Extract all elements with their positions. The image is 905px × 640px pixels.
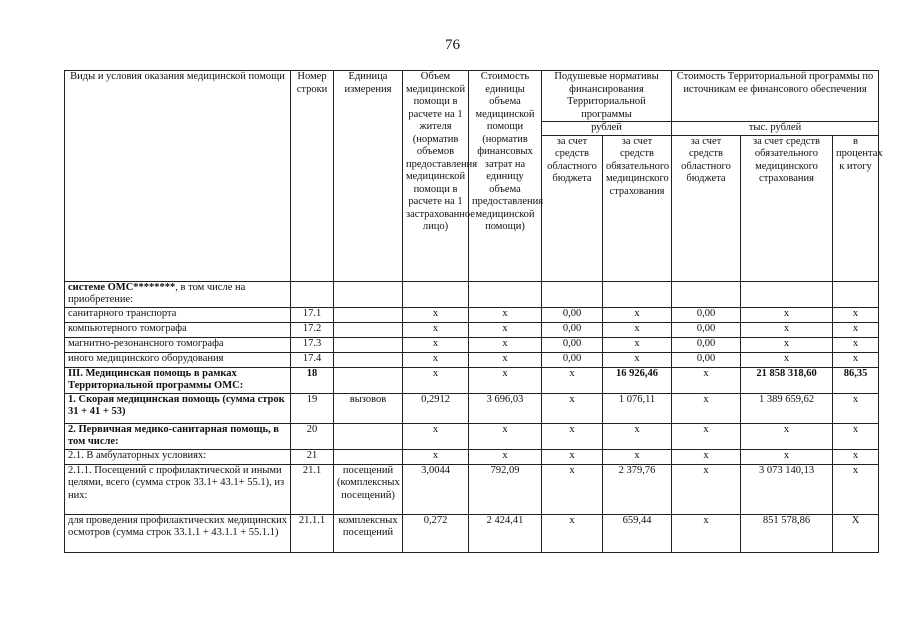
pc-oms-cell: x <box>603 423 672 449</box>
unit-cost-cell: 2 424,41 <box>469 514 542 552</box>
unit-cell <box>334 367 403 393</box>
volume-cell: x <box>403 307 469 322</box>
row-number-cell: 18 <box>291 367 334 393</box>
table-row <box>65 464 879 514</box>
tc-regional-cell: x <box>672 464 741 514</box>
pc-regional-cell: x <box>542 367 603 393</box>
pc-regional-cell: x <box>542 449 603 464</box>
tc-percent-cell: x <box>833 423 879 449</box>
header-per-capita-unit: рублей <box>542 122 672 136</box>
tc-percent-cell: x <box>833 449 879 464</box>
tc-regional-cell: x <box>672 514 741 552</box>
tc-oms-cell: 21 858 318,60 <box>741 367 833 393</box>
unit-cell: комплексных посещений <box>334 514 403 552</box>
pc-regional-cell: 0,00 <box>542 337 603 352</box>
pc-regional-cell: 0,00 <box>542 322 603 337</box>
header-per-capita: Подушевые нормативы финансирования Территориальной программы <box>542 71 672 122</box>
tc-oms-cell: x <box>741 352 833 367</box>
tc-oms-cell: x <box>741 307 833 322</box>
unit-cell <box>334 449 403 464</box>
table-row <box>65 514 879 552</box>
pc-oms-cell: 2 379,76 <box>603 464 672 514</box>
tc-oms-cell <box>741 281 833 307</box>
tc-percent-cell: 86,35 <box>833 367 879 393</box>
row-number-cell: 21.1 <box>291 464 334 514</box>
unit-cell <box>334 307 403 322</box>
unit-cost-cell: x <box>469 337 542 352</box>
row-name-cell: 2. Первичная медико-санитарная помощь, в том числе: <box>65 423 291 449</box>
header-volume: Объем медицинской помощи в расчете на 1 жителя (норматив объемов предоставления медицинской помощи в расчете на 1 застрахованное лицо) <box>403 71 469 282</box>
table-row <box>65 449 879 464</box>
tc-regional-cell: 0,00 <box>672 307 741 322</box>
unit-cell <box>334 322 403 337</box>
row-name-cell: компьютерного томографа <box>65 322 291 337</box>
pc-regional-cell: x <box>542 464 603 514</box>
financing-table <box>64 70 883 553</box>
volume-cell: x <box>403 367 469 393</box>
pc-regional-cell: x <box>542 514 603 552</box>
volume-cell: 0,2912 <box>403 393 469 423</box>
header-type: Виды и условия оказания медицинской помощи <box>65 71 291 282</box>
volume-cell: x <box>403 337 469 352</box>
unit-cost-cell: x <box>469 307 542 322</box>
pc-oms-cell: 1 076,11 <box>603 393 672 423</box>
row-number-cell: 17.3 <box>291 337 334 352</box>
table-row <box>65 281 879 307</box>
tc-percent-cell: X <box>833 514 879 552</box>
row-name-cell: 2.1. В амбулаторных условиях: <box>65 449 291 464</box>
volume-cell: x <box>403 449 469 464</box>
unit-cell: вызовов <box>334 393 403 423</box>
pc-oms-cell: x <box>603 307 672 322</box>
volume-cell: x <box>403 352 469 367</box>
row-number-cell: 19 <box>291 393 334 423</box>
unit-cost-cell: 3 696,03 <box>469 393 542 423</box>
unit-cost-cell: x <box>469 322 542 337</box>
tc-oms-cell: 1 389 659,62 <box>741 393 833 423</box>
header-tc-percent: в процентах к итогу <box>833 135 879 281</box>
unit-cost-cell: x <box>469 352 542 367</box>
tc-oms-cell: 3 073 140,13 <box>741 464 833 514</box>
unit-cell: посещений (комплексных посещений) <box>334 464 403 514</box>
row-name-cell: иного медицинского оборудования <box>65 352 291 367</box>
row-number-cell <box>291 281 334 307</box>
pc-regional-cell: x <box>542 423 603 449</box>
pc-oms-cell: x <box>603 449 672 464</box>
tc-percent-cell <box>833 281 879 307</box>
tc-percent-cell: x <box>833 307 879 322</box>
tc-oms-cell: x <box>741 337 833 352</box>
row-name-cell: магнитно-резонансного томографа <box>65 337 291 352</box>
volume-cell: 0,272 <box>403 514 469 552</box>
tc-regional-cell: x <box>672 449 741 464</box>
unit-cell <box>334 281 403 307</box>
tc-regional-cell: 0,00 <box>672 352 741 367</box>
table-row <box>65 337 879 352</box>
pc-regional-cell: 0,00 <box>542 352 603 367</box>
pc-oms-cell: x <box>603 352 672 367</box>
volume-cell <box>403 281 469 307</box>
header-pc-regional: за счет средств областного бюджета <box>542 135 603 281</box>
volume-cell: x <box>403 322 469 337</box>
unit-cost-cell: 792,09 <box>469 464 542 514</box>
header-unit: Единица измерения <box>334 71 403 282</box>
pc-regional-cell: x <box>542 393 603 423</box>
table-row <box>65 307 879 322</box>
row-number-cell: 21.1.1 <box>291 514 334 552</box>
tc-percent-cell: x <box>833 464 879 514</box>
row-name-cell: 1. Скорая медицинская помощь (сумма строк 31 + 41 + 53) <box>65 393 291 423</box>
tc-regional-cell: 0,00 <box>672 337 741 352</box>
header-unit-cost: Стоимость единицы объема медицинской помощи (норматив финансовых затрат на единицу объема предоставления медицинской помощи) <box>469 71 542 282</box>
header-pc-oms: за счет средств обязательного медицинского страхования <box>603 135 672 281</box>
table-body <box>65 281 879 552</box>
row-name-cell: 2.1.1. Посещений с профилактической и иными целями, всего (сумма строк 33.1+ 43.1+ 55.1), из них: <box>65 464 291 514</box>
tc-regional-cell: x <box>672 367 741 393</box>
unit-cell <box>334 423 403 449</box>
tc-percent-cell: x <box>833 322 879 337</box>
table-row <box>65 393 879 423</box>
tc-oms-cell: x <box>741 322 833 337</box>
row-name-cell: системе ОМС********, в том числе на приобретение: <box>65 281 291 307</box>
table-row <box>65 367 879 393</box>
tc-percent-cell: x <box>833 393 879 423</box>
header-row-number: Номер строки <box>291 71 334 282</box>
tc-regional-cell: x <box>672 423 741 449</box>
header-total-unit: тыс. рублей <box>672 122 879 136</box>
header-tc-regional: за счет средств областного бюджета <box>672 135 741 281</box>
tc-regional-cell: 0,00 <box>672 322 741 337</box>
tc-oms-cell: x <box>741 423 833 449</box>
tc-regional-cell: x <box>672 393 741 423</box>
tc-regional-cell <box>672 281 741 307</box>
row-number-cell: 17.2 <box>291 322 334 337</box>
header-total-cost: Стоимость Территориальной программы по источникам ее финансового обеспечения <box>672 71 879 122</box>
table-row <box>65 322 879 337</box>
row-number-cell: 21 <box>291 449 334 464</box>
pc-oms-cell: 16 926,46 <box>603 367 672 393</box>
pc-oms-cell: x <box>603 322 672 337</box>
unit-cell <box>334 337 403 352</box>
pc-regional-cell <box>542 281 603 307</box>
unit-cost-cell: x <box>469 423 542 449</box>
row-number-cell: 20 <box>291 423 334 449</box>
tc-oms-cell: 851 578,86 <box>741 514 833 552</box>
tc-oms-cell: x <box>741 449 833 464</box>
row-name-cell: для проведения профилактических медицинских осмотров (сумма строк 33.1.1 + 43.1.1 + 55.1.1) <box>65 514 291 552</box>
page-number: 76 <box>445 37 460 53</box>
pc-oms-cell: x <box>603 337 672 352</box>
pc-oms-cell <box>603 281 672 307</box>
row-number-cell: 17.4 <box>291 352 334 367</box>
table-row <box>65 352 879 367</box>
volume-cell: x <box>403 423 469 449</box>
unit-cost-cell: x <box>469 449 542 464</box>
unit-cost-cell <box>469 281 542 307</box>
volume-cell: 3,0044 <box>403 464 469 514</box>
pc-regional-cell: 0,00 <box>542 307 603 322</box>
row-name-cell: III. Медицинская помощь в рамках Территориальной программы ОМС: <box>65 367 291 393</box>
row-number-cell: 17.1 <box>291 307 334 322</box>
unit-cost-cell: x <box>469 367 542 393</box>
header-tc-oms: за счет средств обязательного медицинского страхования <box>741 135 833 281</box>
table-row <box>65 423 879 449</box>
tc-percent-cell: x <box>833 337 879 352</box>
pc-oms-cell: 659,44 <box>603 514 672 552</box>
row-name-cell: санитарного транспорта <box>65 307 291 322</box>
unit-cell <box>334 352 403 367</box>
tc-percent-cell: x <box>833 352 879 367</box>
